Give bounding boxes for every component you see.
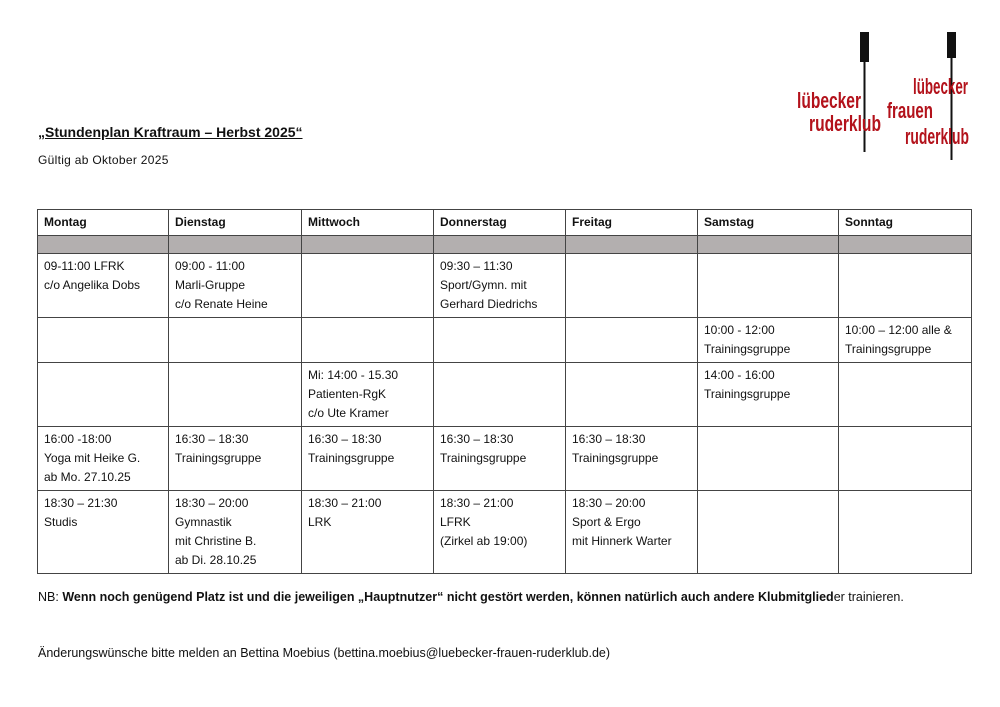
schedule-row xyxy=(38,254,972,318)
cell-text: 10:00 - 12:00 xyxy=(704,323,775,337)
schedule-cell xyxy=(302,318,434,363)
cell-text: mit Hinnerk Warter xyxy=(572,534,672,548)
schedule-cell xyxy=(566,318,698,363)
cell-text: Trainingsgruppe xyxy=(308,451,395,465)
schedule-cell xyxy=(566,491,698,574)
logo-right-line-3: ruderklub xyxy=(905,124,969,149)
schedule-cell xyxy=(38,318,169,363)
cell-text: Trainingsgruppe xyxy=(572,451,659,465)
cell-text: 16:30 – 18:30 xyxy=(308,432,382,446)
cell-text: c/o Renate Heine xyxy=(175,297,268,311)
schedule-cell xyxy=(434,363,566,427)
cell-text: 09-11:00 LFRK xyxy=(44,259,125,273)
schedule-cell xyxy=(434,427,566,491)
document-title: „Stundenplan Kraftraum – Herbst 2025“ xyxy=(38,124,303,140)
schedule-cell xyxy=(839,254,972,318)
schedule-cell xyxy=(698,491,839,574)
schedule-cell xyxy=(169,491,302,574)
schedule-cell xyxy=(169,254,302,318)
schedule-row xyxy=(38,318,972,363)
schedule-cell xyxy=(839,491,972,574)
spacer-cell xyxy=(839,236,972,254)
spacer-cell xyxy=(169,236,302,254)
header-montag: Montag xyxy=(38,210,169,236)
cell-text: mit Christine B. xyxy=(175,534,257,548)
logo-left-line-1: lübecker xyxy=(797,88,862,113)
cell-text: 18:30 – 21:30 xyxy=(44,496,118,510)
spacer-cell xyxy=(38,236,169,254)
validity-subtitle: Gültig ab Oktober 2025 xyxy=(38,153,169,167)
schedule-cell xyxy=(38,254,169,318)
schedule-cell xyxy=(566,254,698,318)
footnote xyxy=(38,590,904,604)
schedule-cell xyxy=(698,254,839,318)
contact-line: Änderungswünsche bitte melden an Bettina Moebius (bettina.moebius@luebecker-frauen-ruderklub.de) xyxy=(38,646,611,660)
cell-text: 16:00 -18:00 xyxy=(44,432,112,446)
schedule-cell xyxy=(698,363,839,427)
header-dienstag: Dienstag xyxy=(169,210,302,236)
schedule-cell xyxy=(839,427,972,491)
schedule-cell xyxy=(38,491,169,574)
cell-text: 18:30 – 21:00 xyxy=(308,496,382,510)
schedule-cell xyxy=(434,254,566,318)
schedule-cell xyxy=(698,318,839,363)
cell-text: 16:30 – 18:30 xyxy=(572,432,646,446)
logo-right-line-1: lübecker xyxy=(913,74,969,99)
schedule-cell xyxy=(38,427,169,491)
header-row xyxy=(38,210,972,236)
cell-text: 16:30 – 18:30 xyxy=(440,432,514,446)
cell-text: Marli-Gruppe xyxy=(175,278,246,292)
cell-text: 18:30 – 20:00 xyxy=(175,496,249,510)
schedule-cell xyxy=(302,491,434,574)
cell-text: Sport & Ergo xyxy=(572,515,641,529)
footnote-bold: Wenn noch genügend Platz ist und die jeweiligen „Hauptnutzer“ nicht gestört werden, können natürlich auch andere Klubmitglied xyxy=(62,590,834,604)
cell-text: LRK xyxy=(308,515,332,529)
cell-text: Yoga mit Heike G. xyxy=(44,451,141,465)
schedule-table xyxy=(37,209,972,574)
cell-text: Trainingsgruppe xyxy=(704,387,791,401)
club-logo xyxy=(795,32,975,164)
spacer-cell xyxy=(566,236,698,254)
cell-text: Trainingsgruppe xyxy=(440,451,527,465)
schedule-row xyxy=(38,491,972,574)
cell-text: Patienten-RgK xyxy=(308,387,387,401)
cell-text: Trainingsgruppe xyxy=(704,342,791,356)
cell-text: Sport/Gymn. mit xyxy=(440,278,527,292)
schedule-cell xyxy=(839,318,972,363)
footnote-suffix: er trainieren. xyxy=(833,590,904,604)
cell-text: 10:00 – 12:00 alle & xyxy=(845,323,952,337)
cell-text: Mi: 14:00 - 15.30 xyxy=(308,368,399,382)
schedule-cell xyxy=(566,427,698,491)
header-sonntag: Sonntag xyxy=(839,210,972,236)
logo-right-line-2: frauen xyxy=(887,98,933,123)
schedule-cell xyxy=(566,363,698,427)
cell-text: Trainingsgruppe xyxy=(175,451,262,465)
schedule-row xyxy=(38,363,972,427)
cell-text: (Zirkel ab 19:00) xyxy=(440,534,528,548)
schedule-cell xyxy=(434,491,566,574)
schedule-cell xyxy=(434,318,566,363)
cell-text: c/o Angelika Dobs xyxy=(44,278,141,292)
schedule-cell xyxy=(169,427,302,491)
cell-text: 09:00 - 11:00 xyxy=(175,259,245,273)
cell-text: LFRK xyxy=(440,515,471,529)
cell-text: 18:30 – 20:00 xyxy=(572,496,646,510)
spacer-cell xyxy=(302,236,434,254)
footnote-prefix: NB: xyxy=(38,590,63,604)
schedule-cell xyxy=(698,427,839,491)
schedule-cell xyxy=(302,254,434,318)
cell-text: ab Mo. 27.10.25 xyxy=(44,470,131,484)
header-freitag: Freitag xyxy=(566,210,698,236)
header-samstag: Samstag xyxy=(698,210,839,236)
schedule-cell xyxy=(169,318,302,363)
cell-text: 14:00 - 16:00 xyxy=(704,368,775,382)
grey-spacer-row xyxy=(38,236,972,254)
cell-text: c/o Ute Kramer xyxy=(308,406,389,420)
schedule-cell xyxy=(169,363,302,427)
cell-text: 18:30 – 21:00 xyxy=(440,496,514,510)
schedule-cell xyxy=(302,363,434,427)
schedule-row xyxy=(38,427,972,491)
cell-text: 09:30 – 11:30 xyxy=(440,259,513,273)
schedule-cell xyxy=(302,427,434,491)
header-mittwoch: Mittwoch xyxy=(302,210,434,236)
schedule-cell xyxy=(839,363,972,427)
cell-text: Studis xyxy=(44,515,78,529)
cell-text: Gymnastik xyxy=(175,515,232,529)
cell-text: Trainingsgruppe xyxy=(845,342,932,356)
header-donnerstag: Donnerstag xyxy=(434,210,566,236)
logo-left-line-2: ruderklub xyxy=(809,111,881,136)
cell-text: Gerhard Diedrichs xyxy=(440,297,538,311)
cell-text: ab Di. 28.10.25 xyxy=(175,553,257,567)
cell-text: 16:30 – 18:30 xyxy=(175,432,249,446)
schedule-cell xyxy=(38,363,169,427)
spacer-cell xyxy=(698,236,839,254)
spacer-cell xyxy=(434,236,566,254)
